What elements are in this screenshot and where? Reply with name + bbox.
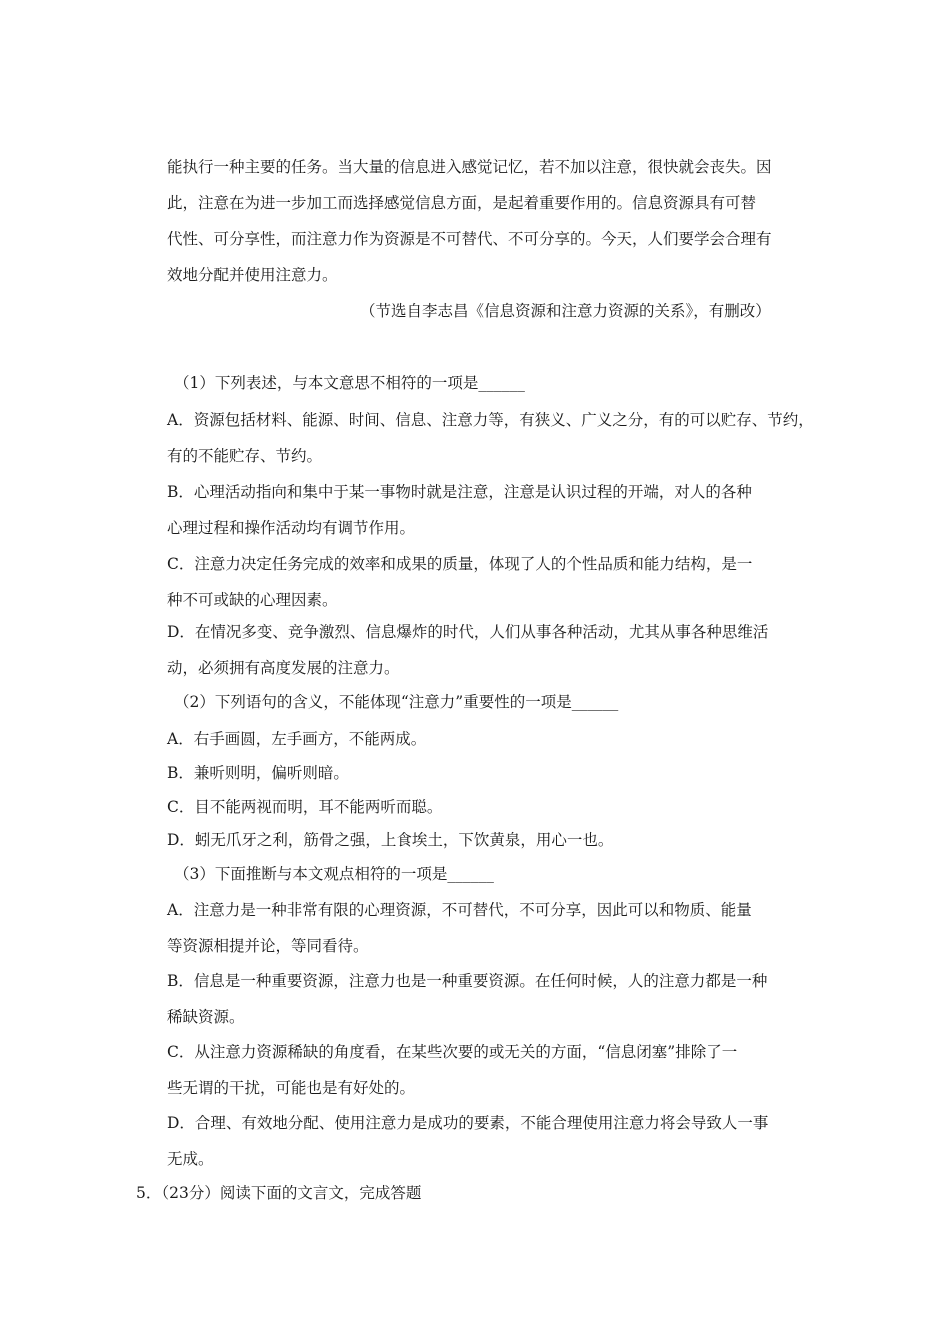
option-a-cont: 有的不能贮存、节约。 (167, 447, 323, 465)
option-a: A．资源包括材料、能源、时间、信息、注意力等，有狭义、广义之分，有的可以贮存、节约， (167, 411, 814, 429)
option-b-cont: 稀缺资源。 (167, 1008, 245, 1026)
passage-line: 效地分配并使用注意力。 (167, 266, 338, 284)
option-a-cont: 等资源相提并论，等同看待。 (167, 937, 369, 955)
passage-line: 此，注意在为进一步加工而选择感觉信息方面，是起着重要作用的。信息资源具有可替 (167, 194, 757, 212)
option-c-cont: 些无谓的干扰，可能也是有好处的。 (167, 1079, 416, 1097)
option-c: C．注意力决定任务完成的效率和成果的质量，体现了人的个性品质和能力结构，是一 (167, 555, 753, 573)
question-5-heading: 5．（23分）阅读下面的文言文，完成答题 (136, 1184, 422, 1202)
option-a: A．右手画圆，左手画方，不能两成。 (167, 730, 427, 748)
option-d: D．合理、有效地分配、使用注意力是成功的要素，不能合理使用注意力将会导致人一事 (167, 1114, 769, 1132)
question-stem: （2）下列语句的含义，不能体现“注意力”重要性的一项是______ (174, 693, 619, 711)
option-b: B．心理活动指向和集中于某一事物时就是注意，注意是认识过程的开端，对人的各种 (167, 483, 752, 501)
option-d: D．蚓无爪牙之利，筋骨之强，上食埃土，下饮黄泉，用心一也。 (167, 831, 614, 849)
option-a: A．注意力是一种非常有限的心理资源，不可替代，不可分享，因此可以和物质、能量 (167, 901, 752, 919)
option-d-cont: 无成。 (167, 1150, 214, 1168)
passage-line: 能执行一种主要的任务。当大量的信息进入感觉记忆，若不加以注意，很快就会丧失。因 (167, 158, 772, 176)
question-stem: （3）下面推断与本文观点相符的一项是______ (174, 865, 494, 883)
option-c-cont: 种不可或缺的心理因素。 (167, 591, 338, 609)
option-c: C．目不能两视而明，耳不能两听而聪。 (167, 798, 443, 816)
source-citation: （节选自李志昌《信息资源和注意力资源的关系》，有删改） (360, 302, 771, 320)
option-d: D．在情况多变、竞争激烈、信息爆炸的时代，人们从事各种活动，尤其从事各种思维活 (167, 623, 769, 641)
question-stem: （1）下列表述，与本文意思不相符的一项是______ (174, 374, 525, 392)
passage-line: 代性、可分享性，而注意力作为资源是不可替代、不可分享的。今天，人们要学会合理有 (167, 230, 772, 248)
option-d-cont: 动，必须拥有高度发展的注意力。 (167, 659, 400, 677)
option-b: B．兼听则明，偏听则暗。 (167, 764, 349, 782)
option-b-cont: 心理过程和操作活动均有调节作用。 (167, 519, 416, 537)
option-c: C．从注意力资源稀缺的角度看，在某些次要的或无关的方面，“信息闭塞”排除了一 (167, 1043, 738, 1061)
option-b: B．信息是一种重要资源，注意力也是一种重要资源。在任何时候，人的注意力都是一种 (167, 972, 768, 990)
